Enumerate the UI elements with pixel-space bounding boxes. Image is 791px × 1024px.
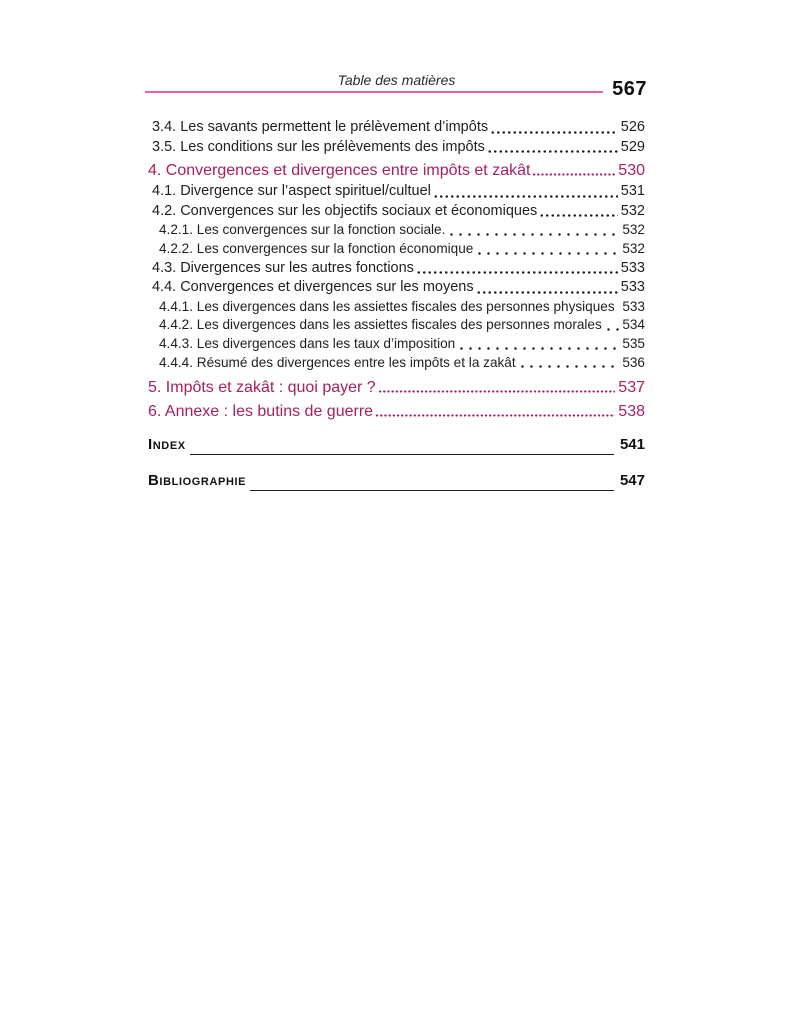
toc-entry-label: 6. Annexe : les butins de guerre bbox=[148, 403, 374, 421]
toc-entry-page: 526 bbox=[620, 119, 645, 135]
toc-entry bbox=[148, 470, 645, 491]
toc-entry bbox=[148, 434, 645, 455]
toc-entry bbox=[148, 259, 645, 279]
toc-leader bbox=[375, 412, 615, 418]
running-head-title: Table des matières bbox=[337, 72, 456, 88]
toc-leader bbox=[433, 193, 618, 199]
toc-entry-label: 4.2.1. Les convergences sur la fonction sociale. bbox=[159, 222, 446, 238]
toc-entry-page: 532 bbox=[622, 240, 645, 256]
toc-entry-label: 4.4.1. Les divergences dans les assiettes fiscales des personnes physiques bbox=[159, 298, 615, 314]
toc-entry-page: 532 bbox=[620, 202, 645, 219]
toc-entry bbox=[148, 377, 645, 398]
header-rule bbox=[145, 91, 603, 93]
toc-entry bbox=[148, 138, 645, 158]
toc-entry-label: 5. Impôts et zakât : quoi payer ? bbox=[148, 379, 376, 397]
toc-entry bbox=[148, 221, 645, 240]
toc-entry bbox=[148, 278, 645, 298]
toc-entry-page: 530 bbox=[618, 162, 645, 180]
toc-entry-page: 533 bbox=[620, 259, 645, 276]
toc-entry bbox=[148, 316, 645, 335]
toc-leader bbox=[190, 450, 614, 455]
toc-leader bbox=[416, 269, 618, 275]
page-header bbox=[148, 72, 645, 110]
toc-entry-page: 533 bbox=[620, 279, 645, 296]
toc-entry bbox=[148, 240, 645, 259]
toc-entry bbox=[148, 335, 645, 354]
toc-entry-label: 4.2. Convergences sur les objectifs sociaux et économiques bbox=[152, 202, 538, 219]
toc-entry-label: 3.5. Les conditions sur les prélèvements des impôts bbox=[152, 138, 485, 155]
toc-entry-page: 532 bbox=[622, 222, 645, 238]
toc-entry-page: 534 bbox=[622, 317, 645, 333]
toc-leader bbox=[447, 231, 619, 237]
toc-entry bbox=[148, 182, 645, 202]
toc-entry-label: 4.4.3. Les divergences dans les taux d’imposition bbox=[159, 335, 456, 351]
toc-entry-label: 3.4. Les savants permettent le prélèvement d’impôts bbox=[152, 119, 489, 135]
toc-leader bbox=[604, 326, 620, 332]
toc-leader bbox=[476, 289, 618, 295]
toc-entry bbox=[148, 401, 645, 422]
toc-entry-page: 533 bbox=[622, 298, 645, 314]
toc-entry-label: 4.4.2. Les divergences dans les assiettes fiscales des personnes morales bbox=[159, 317, 602, 333]
toc-leader bbox=[490, 129, 618, 135]
toc-entry-label: 4.4.4. Résumé des divergences entre les impôts et la zakât bbox=[159, 354, 516, 370]
toc-entry-page: 538 bbox=[618, 403, 645, 421]
folio-page-number: 567 bbox=[612, 78, 647, 100]
toc-leader bbox=[250, 486, 614, 491]
toc-entry-label: 4.1. Divergence sur l’aspect spirituel/cultuel bbox=[152, 183, 431, 200]
toc-entry-label: 4.4. Convergences et divergences sur les moyens bbox=[152, 279, 474, 296]
toc-entry-page: 535 bbox=[622, 335, 645, 351]
toc-entry-page: 531 bbox=[620, 183, 645, 200]
toc-entry-page: 536 bbox=[622, 354, 645, 370]
toc-entry-label: 4. Convergences et divergences entre impôts et zakât bbox=[148, 162, 531, 180]
toc-entry-page: 537 bbox=[618, 379, 645, 397]
toc-entry bbox=[148, 354, 645, 373]
toc-leader bbox=[539, 212, 618, 218]
toc-leader bbox=[378, 388, 616, 394]
toc-entry bbox=[148, 160, 645, 181]
toc-list bbox=[148, 118, 645, 491]
toc-entry-label: Bibliographie bbox=[148, 472, 247, 490]
toc-entry-label: 4.2.2. Les convergences sur la fonction économique bbox=[159, 240, 474, 256]
toc-entry bbox=[148, 118, 645, 138]
toc-leader bbox=[532, 171, 615, 177]
toc-entry-page: 541 bbox=[619, 436, 645, 454]
toc-entry-page: 529 bbox=[620, 138, 645, 155]
toc-entry-label: Index bbox=[148, 436, 186, 454]
toc-leader bbox=[487, 148, 618, 154]
toc-entry-page: 547 bbox=[619, 472, 645, 490]
toc-entry-label: 4.3. Divergences sur les autres fonctions bbox=[152, 259, 414, 276]
toc-leader bbox=[617, 307, 620, 313]
toc-leader bbox=[475, 250, 619, 256]
toc-leader bbox=[518, 363, 620, 369]
toc-leader bbox=[457, 345, 619, 351]
toc-entry bbox=[148, 298, 645, 317]
toc-entry bbox=[148, 202, 645, 222]
